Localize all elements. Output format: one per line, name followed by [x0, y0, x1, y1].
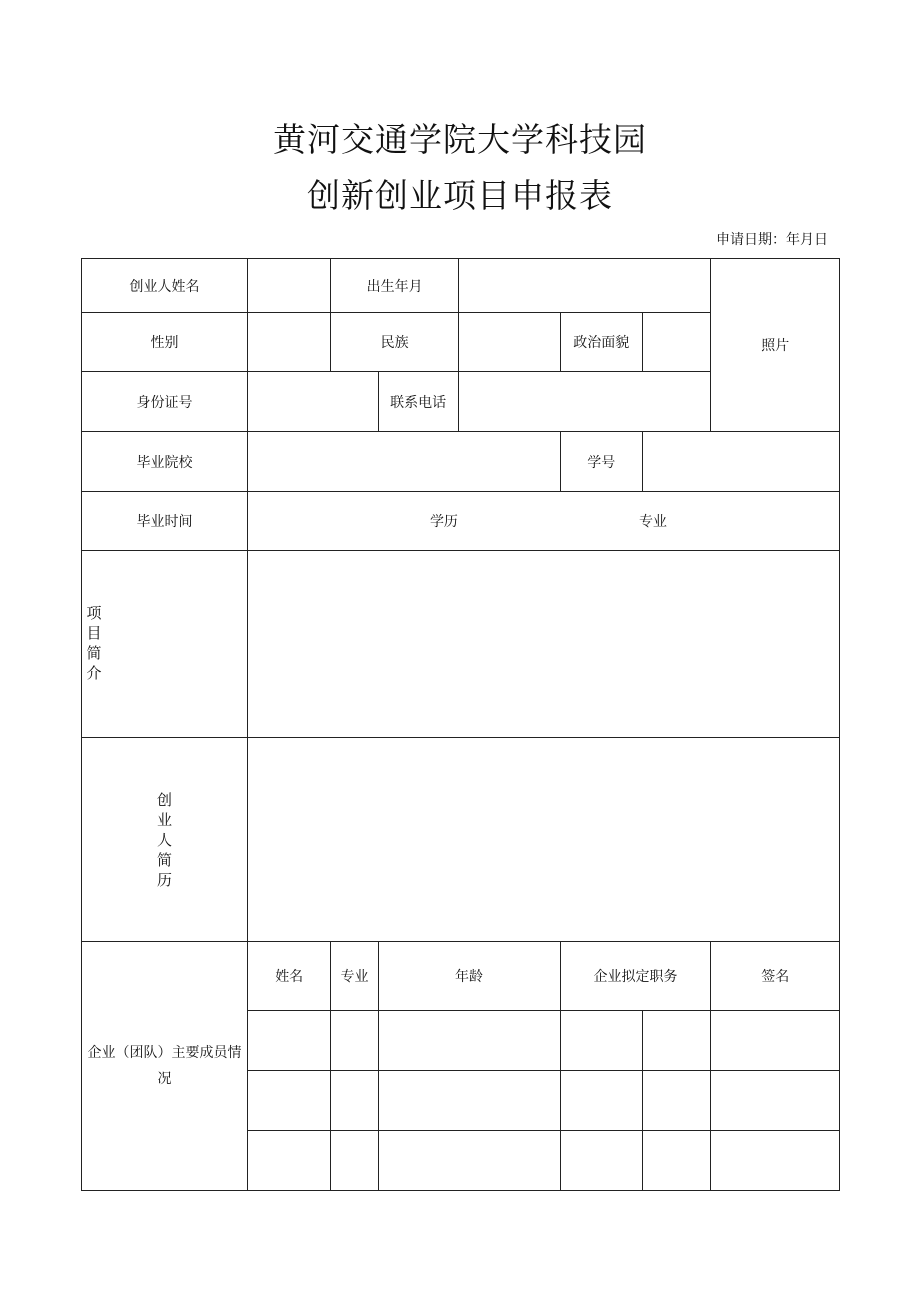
- form-title-line2: 创新创业项目申报表: [307, 176, 613, 215]
- label-phone: 联系电话: [378, 372, 458, 432]
- member-position-cell-a[interactable]: [560, 1071, 642, 1131]
- photo-box[interactable]: 照片: [711, 259, 840, 432]
- header-member-name: 姓名: [247, 942, 331, 1011]
- member-major-cell[interactable]: [331, 1131, 378, 1191]
- member-position-cell-a[interactable]: [560, 1131, 642, 1191]
- field-resume[interactable]: [247, 738, 839, 942]
- member-name-cell[interactable]: [247, 1131, 331, 1191]
- label-gender: 性别: [82, 313, 248, 372]
- member-position-cell-b[interactable]: [642, 1071, 711, 1131]
- row-graduation: [82, 492, 840, 551]
- label-ethnicity: 民族: [331, 313, 458, 372]
- label-resume: 创业人简历: [156, 790, 172, 889]
- field-project-intro[interactable]: [247, 551, 839, 738]
- header-member-major: 专业: [331, 942, 378, 1011]
- label-education: 学历: [429, 514, 458, 530]
- row-school: [82, 432, 840, 492]
- label-political: 政治面貌: [560, 313, 642, 372]
- label-name: 创业人姓名: [82, 259, 248, 313]
- row-name: [82, 259, 840, 313]
- field-ethnicity[interactable]: [458, 313, 560, 372]
- member-position-cell-b[interactable]: [642, 1011, 711, 1071]
- row-resume: [82, 738, 840, 942]
- label-resume-cell: [82, 738, 248, 942]
- label-birth: 出生年月: [331, 259, 458, 313]
- field-id-number[interactable]: [247, 372, 378, 432]
- field-gender[interactable]: [247, 313, 331, 372]
- label-project-intro-cell: [82, 551, 248, 738]
- field-school[interactable]: [247, 432, 560, 492]
- member-signature-cell[interactable]: [711, 1071, 840, 1131]
- label-school: 毕业院校: [82, 432, 248, 492]
- form-title-line1: 黄河交通学院大学科技园: [273, 120, 647, 159]
- member-age-cell[interactable]: [378, 1131, 560, 1191]
- row-project-intro: [82, 551, 840, 738]
- application-form-table: [81, 258, 840, 1191]
- row-member-headers: [82, 942, 840, 1011]
- member-age-cell[interactable]: [378, 1011, 560, 1071]
- label-student-id: 学号: [560, 432, 642, 492]
- apply-date: 申请日期：年月日: [716, 232, 828, 248]
- label-grad-time: 毕业时间: [82, 492, 248, 551]
- header-member-age: 年龄: [378, 942, 560, 1011]
- member-position-cell-b[interactable]: [642, 1131, 711, 1191]
- field-name[interactable]: [247, 259, 331, 313]
- member-major-cell[interactable]: [331, 1011, 378, 1071]
- label-members: 企业（团队）主要成员情况: [82, 942, 248, 1191]
- member-age-cell[interactable]: [378, 1071, 560, 1131]
- header-member-signature: 签名: [711, 942, 840, 1011]
- label-project-intro: 项目简介: [86, 604, 102, 682]
- member-name-cell[interactable]: [247, 1071, 331, 1131]
- field-political[interactable]: [642, 313, 711, 372]
- label-major: 专业: [638, 514, 667, 530]
- field-student-id[interactable]: [642, 432, 839, 492]
- member-position-cell-a[interactable]: [560, 1011, 642, 1071]
- field-phone[interactable]: [458, 372, 711, 432]
- member-name-cell[interactable]: [247, 1011, 331, 1071]
- header-member-position: 企业拟定职务: [560, 942, 711, 1011]
- member-signature-cell[interactable]: [711, 1131, 840, 1191]
- label-id-number: 身份证号: [82, 372, 248, 432]
- member-major-cell[interactable]: [331, 1071, 378, 1131]
- member-signature-cell[interactable]: [711, 1011, 840, 1071]
- field-birth[interactable]: [458, 259, 711, 313]
- field-graduation[interactable]: [247, 492, 839, 551]
